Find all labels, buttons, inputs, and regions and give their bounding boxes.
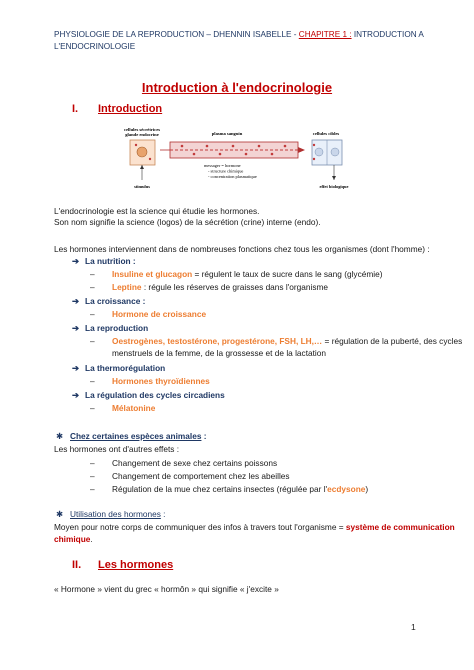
close-paren: )	[365, 484, 369, 494]
endocrine-diagram	[112, 125, 362, 195]
detail-croissance	[90, 309, 206, 320]
function-thermoregulation	[72, 363, 165, 374]
flow-arrowhead	[298, 147, 305, 153]
section-title: Introduction	[98, 103, 163, 115]
page-title: Introduction à l'endocrinologie	[141, 80, 333, 95]
usage-line1	[54, 522, 455, 533]
dash-icon: –	[90, 484, 95, 494]
hormone-name: Leptine	[112, 282, 142, 292]
hormone-name: Insuline et glucagon	[112, 269, 193, 279]
header-line2: L'ENDOCRINOLOGIE	[54, 41, 136, 51]
function-label: La thermorégulation	[85, 363, 166, 373]
diagram-left-label2: glande endocrine	[125, 132, 159, 137]
arrow-icon: ➔	[72, 296, 79, 306]
page-header	[54, 29, 424, 52]
diagram-box-line3: - concentration plasmatique	[208, 174, 257, 179]
function-reproduction	[72, 323, 148, 334]
diagram-box-line1: messager = hormone	[204, 163, 241, 168]
diagram-bottom-left: stimulus	[134, 184, 150, 189]
page-number: 1	[411, 622, 416, 632]
dash-icon: –	[90, 471, 95, 481]
animals-heading	[56, 431, 207, 442]
animals-heading-text: Chez certaines espèces animales	[70, 431, 202, 441]
usage-line1-text: Moyen pour notre corps de communiquer des infos à travers tout l'organisme =	[54, 522, 346, 532]
target-nucleus	[331, 148, 339, 156]
diagram-box-line2: - structure chimique	[208, 168, 244, 174]
function-circadian	[72, 390, 225, 401]
section-number: II.	[72, 559, 82, 571]
arrow-icon: ➔	[72, 323, 79, 333]
dash-icon: –	[90, 403, 95, 413]
animal-item-text: Changement de sexe chez certains poissons	[112, 458, 278, 468]
section-number: I.	[72, 103, 79, 115]
animals-intro: Les hormones ont d'autres effets :	[54, 444, 180, 454]
arrow-icon: ➔	[72, 256, 79, 266]
animal-item	[90, 471, 290, 482]
hormone-etymology: « Hormone » vient du grec « hormôn » qui signifie « j'excite »	[54, 584, 279, 594]
arrow-icon: ➔	[72, 363, 79, 373]
function-label: La régulation des cycles circadiens	[85, 390, 225, 400]
function-label: La nutrition :	[85, 256, 136, 266]
usage-line2-red: chimique	[54, 534, 91, 544]
animal-item	[90, 458, 277, 469]
detail-insuline	[90, 269, 382, 280]
hormone-name: Mélatonine	[112, 403, 156, 413]
animal-item	[90, 484, 368, 495]
diagram-left-label1: cellules sécrétrices	[123, 127, 161, 132]
detail-melatonine	[90, 403, 155, 414]
animal-item-text: Régulation de la mue chez certains insectes (régulée par l'	[112, 484, 328, 494]
dash-icon: –	[90, 336, 95, 346]
detail-thyroid	[90, 376, 210, 387]
usage-heading	[56, 509, 165, 520]
dash-icon: –	[90, 376, 95, 386]
detail-text: = régulation de la puberté, des cycles	[322, 336, 463, 346]
bound-hormone	[313, 144, 315, 146]
usage-line1-red: système de communication	[345, 522, 455, 532]
hormone-dot	[135, 144, 137, 146]
asterisk-icon: ✱	[56, 509, 63, 519]
usage-heading-text: Utilisation des hormones	[70, 509, 161, 519]
animals-heading-colon: :	[201, 431, 207, 441]
header-chapter-link[interactable]: CHAPITRE 1 :	[298, 30, 352, 39]
diagram-right-label: cellules cibles	[312, 131, 340, 136]
effect-arrowhead	[332, 176, 336, 180]
usage-line2-end: .	[90, 534, 93, 544]
section-heading-introduction	[72, 103, 162, 115]
asterisk-icon: ✱	[56, 431, 63, 441]
arrow-icon: ➔	[72, 390, 79, 400]
blood-vessel	[170, 142, 298, 158]
cell-nucleus	[137, 147, 147, 157]
header-suffix: INTRODUCTION A	[351, 30, 424, 39]
hormone-dot	[149, 158, 151, 160]
dash-icon: –	[90, 269, 95, 279]
detail-text: = régulent le taux de sucre dans le sang (glycémie)	[192, 269, 383, 279]
usage-line2	[54, 534, 93, 545]
function-nutrition	[72, 256, 136, 267]
detail-reproduction	[90, 336, 462, 347]
hormone-name: Hormones thyroïdiennes	[112, 376, 210, 386]
section-heading-hormones	[72, 559, 173, 571]
intro-line1: L'endocrinologie est la science qui étudie les hormones.	[54, 206, 260, 216]
usage-heading-colon: :	[160, 509, 166, 519]
header-prefix: PHYSIOLOGIE DE LA REPRODUCTION – DHENNIN ISABELLE -	[54, 30, 299, 39]
detail-text: : régule les réserves de graisses dans l'organisme	[141, 282, 329, 292]
function-croissance	[72, 296, 145, 307]
function-label: La croissance :	[85, 296, 146, 306]
animal-item-text: Changement de comportement chez les abeilles	[112, 471, 290, 481]
hormone-name: Oestrogènes, testostérone, progestérone, FSH, LH,…	[112, 336, 323, 346]
function-label: La reproduction	[85, 323, 149, 333]
intro-line3: Les hormones interviennent dans de nombreuses fonctions chez tous les organismes (dont l'homme) :	[54, 244, 430, 254]
diagram-bottom-right: effet biologique	[319, 184, 349, 189]
detail-leptine	[90, 282, 328, 293]
dash-icon: –	[90, 282, 95, 292]
diagram-middle-label: plasma sanguin	[211, 131, 243, 136]
dash-icon: –	[90, 309, 95, 319]
detail-reproduction-line2: menstruels de la femme, de la grossesse et de la lactation	[112, 348, 326, 358]
bound-hormone	[313, 158, 315, 160]
dash-icon: –	[90, 458, 95, 468]
ecdysone-term: ecdysone	[327, 484, 366, 494]
section-title: Les hormones	[98, 559, 174, 571]
stimulus-arrowhead	[140, 165, 144, 169]
intro-line2: Son nom signifie la science (logos) de la sécrétion (crine) interne (endo).	[54, 217, 321, 227]
target-nucleus	[315, 148, 323, 156]
hormone-name: Hormone de croissance	[112, 309, 207, 319]
